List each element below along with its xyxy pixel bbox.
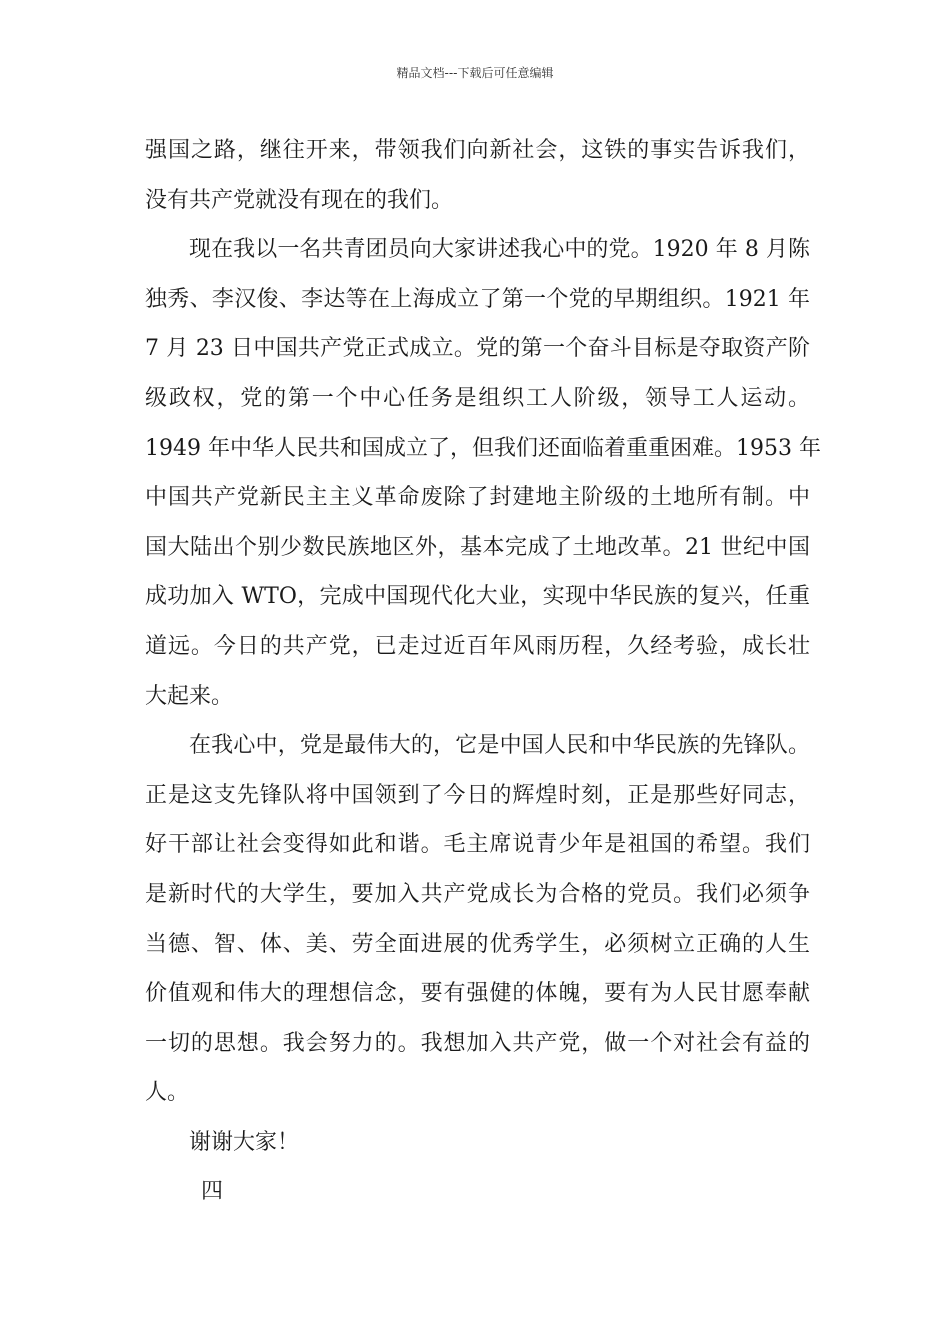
paragraph-start: 现在我以一名共青团员向大家讲述我心中的党。1920 年 8 月陈	[189, 237, 810, 263]
text-line: 强国之路，继往开来，带领我们向新社会，这铁的事实告诉我们，	[145, 138, 810, 163]
closing-thanks: 谢谢大家！	[189, 1129, 300, 1155]
text-line: 1949 年中华人民共和国成立了，但我们还面临着重重困难。1953 年	[145, 435, 821, 461]
text-line: 当德、智、体、美、劳全面进展的优秀学生，必须树立正确的人生	[145, 931, 810, 957]
text-line: 国大陆出个别少数民族地区外，基本完成了土地改革。21 世纪中国	[145, 534, 810, 560]
text-line: 道远。今日的共产党，已走过近百年风雨历程，久经考验，成长壮	[145, 633, 810, 659]
text-line: 好干部让社会变得如此和谐。毛主席说青少年是祖国的希望。我们	[145, 832, 810, 858]
text-line: 没有共产党就没有现在的我们。	[145, 187, 454, 213]
text-line: 是新时代的大学生，要加入共产党成长为合格的党员。我们必须争	[145, 881, 810, 907]
document-body	[145, 126, 821, 1217]
text-line: 成功加入 WTO，完成中国现代化大业，实现中华民族的复兴，任重	[145, 584, 810, 610]
text-line: 正是这支先锋队将中国领到了今日的辉煌时刻，正是那些好同志，	[145, 782, 810, 808]
text-line: 人。	[145, 1080, 190, 1106]
page-header: 精品文档---下载后可任意编辑	[396, 66, 554, 80]
text-line: 一切的思想。我会努力的。我想加入共产党，做一个对社会有益的	[145, 1030, 810, 1056]
section-marker: 四	[201, 1179, 224, 1205]
text-line: 大起来。	[145, 683, 234, 709]
paragraph-start: 在我心中，党是最伟大的，它是中国人民和中华民族的先锋队。	[189, 733, 810, 759]
text-line: 中国共产党新民主主义革命废除了封建地主阶级的土地所有制。中	[145, 485, 810, 511]
text-line: 7 月 23 日中国共产党正式成立。党的第一个奋斗目标是夺取资产阶	[145, 336, 810, 362]
text-line: 价值观和伟大的理想信念，要有强健的体魄，要有为人民甘愿奉献	[145, 981, 810, 1007]
text-line: 独秀、李汉俊、李达等在上海成立了第一个党的早期组织。1921 年	[145, 286, 810, 312]
text-line: 级政权，党的第一个中心任务是组织工人阶级，领导工人运动。	[145, 385, 810, 411]
